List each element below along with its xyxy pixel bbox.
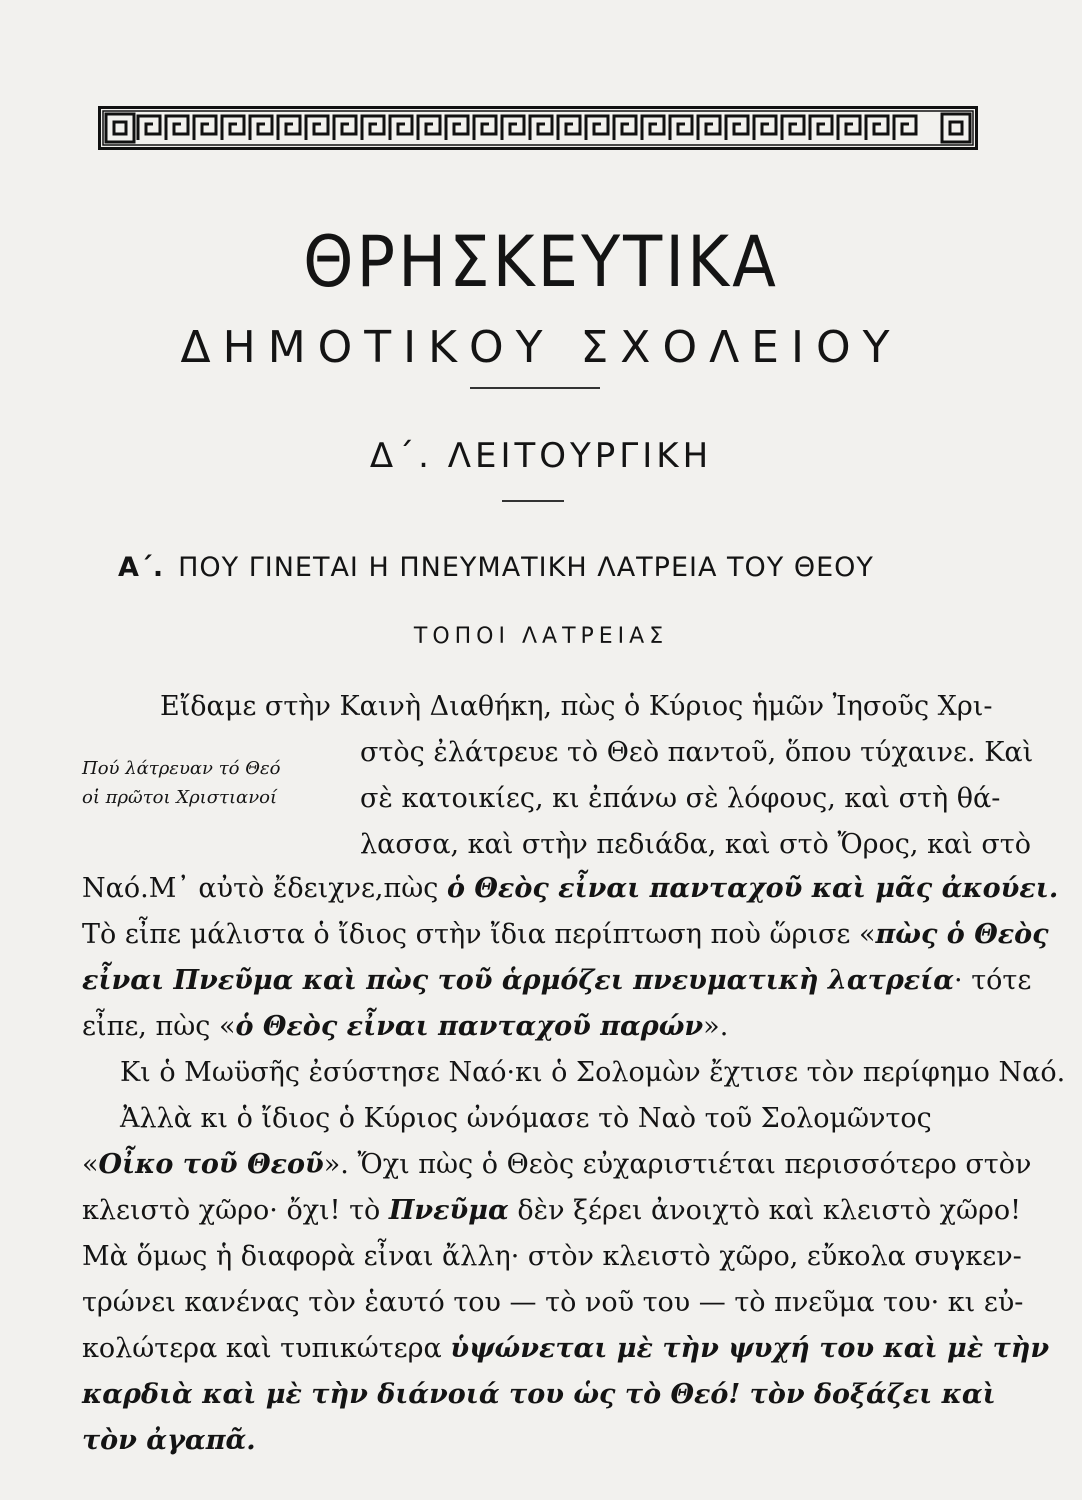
book-title: ΘΡΗΣΚΕΥΤΙΚΑ <box>303 222 779 304</box>
body-emphasis: ὁ Θεὸς εἶναι πανταχοῦ παρών <box>235 1011 704 1042</box>
book-subtitle: ΔΗΜΟΤΙΚΟΥ ΣΧΟΛΕΙΟΥ <box>180 322 902 373</box>
body-text: ». <box>703 1011 729 1042</box>
body-text: δὲν ξέρει ἀνοιχτὸ καὶ κλειστὸ χῶρο! <box>508 1195 1022 1226</box>
section-heading: Δ΄. ΛΕΙΤΟΥΡΓΙΚΗ <box>369 436 713 476</box>
chapter-title: ΠΟΥ ΓΙΝΕΤΑΙ Η ΠΝΕΥΜΑΤΙΚΗ ΛΑΤΡΕΙΑ ΤΟΥ ΘΕΟΥ <box>178 552 874 583</box>
margin-note-line: Πού λάτρευαν τό Θεό <box>82 758 281 779</box>
margin-note-line: οἱ πρῶτοι Χριστιανοί <box>82 787 278 808</box>
body-emphasis: εἶναι Πνεῦμα καὶ πὼς τοῦ ἁρμόζει πνευματικὴ λατρεία <box>82 965 955 996</box>
body-text: κολώτερα καὶ τυπικώτερα <box>82 1333 451 1364</box>
body-emphasis: ὁ Θεὸς εἶναι πανταχοῦ καὶ μᾶς ἀκούει. <box>446 873 1059 904</box>
body-line <box>82 1332 1049 1366</box>
margin-note <box>82 754 342 812</box>
body-text: ». Ὄχι πὼς ὁ Θεὸς εὐχαριστιέται περισσότερο στὸν <box>323 1149 1032 1180</box>
body-line <box>82 1010 728 1044</box>
body-text: « <box>82 1149 99 1180</box>
body-text: · τότε <box>954 965 1032 996</box>
body-line: στὸς ἐλάτρευε τὸ Θεὸ παντοῦ, ὅπου τύχαινε. Καὶ <box>360 737 1034 768</box>
title-divider <box>470 387 600 389</box>
body-line <box>82 1148 1031 1182</box>
body-line: λασσα, καὶ στὴν πεδιάδα, καὶ στὸ Ὄρος, καὶ στὸ <box>360 829 1031 860</box>
body-line: Εἴδαμε στὴν Καινὴ Διαθήκη, πὼς ὁ Κύριος ἡμῶν Ἰησοῦς Χρι- <box>160 691 993 722</box>
body-line: καρδιὰ καὶ μὲ τὴν διάνοιά του ὡς τὸ Θεό! τὸν δοξάζει καὶ <box>82 1379 996 1410</box>
body-emphasis: ὑψώνεται μὲ τὴν ψυχή του καὶ μὲ τὴν <box>450 1333 1050 1364</box>
body-emphasis: Οἶκο τοῦ Θεοῦ <box>98 1149 324 1180</box>
body-line: τὸν ἀγαπᾶ. <box>82 1425 256 1456</box>
section-divider <box>502 500 564 502</box>
body-text: κλειστὸ χῶρο· ὄχι! τὸ <box>82 1195 389 1226</box>
topics-heading: ΤΟΠΟΙ ΛΑΤΡΕΙΑΣ <box>413 624 669 649</box>
body-line: Κι ὁ Μωϋσῆς ἐσύστησε Ναό·κι ὁ Σολομὼν ἔχτισε τὸν περίφημο Ναό. <box>120 1057 1066 1088</box>
chapter-number: Α΄. <box>118 552 165 583</box>
body-line <box>82 964 1031 998</box>
body-line: Μὰ ὅμως ἡ διαφορὰ εἶναι ἄλλη· στὸν κλειστὸ χῶρο, εὔκολα συγκεν- <box>82 1241 1022 1272</box>
body-emphasis: Πνεῦμα <box>388 1195 509 1226</box>
body-text: Τὸ εἶπε μάλιστα ὁ ἴδιος στὴν ἴδια περίπτωση ποὺ ὥρισε « <box>82 919 876 950</box>
body-line <box>82 918 1049 952</box>
body-emphasis: πὼς ὁ Θεὸς <box>875 919 1049 950</box>
meander-border-icon <box>98 106 978 150</box>
body-line <box>82 1194 1021 1228</box>
body-line: τρώνει κανένας τὸν ἑαυτό του — τὸ νοῦ του — τὸ πνεῦμα του· κι εὐ- <box>82 1287 1024 1318</box>
body-line <box>82 872 1058 906</box>
body-text: εἶπε, πὼς « <box>82 1011 236 1042</box>
body-line: σὲ κατοικίες, κι ἐπάνω σὲ λόφους, καὶ στὴ θά- <box>360 783 1001 814</box>
body-text: Ναό.Μ᾽ αὐτὸ ἔδειχνε,πὼς <box>82 873 447 904</box>
chapter-heading <box>118 552 998 583</box>
greek-key-ornament <box>98 106 978 150</box>
body-line: Ἀλλὰ κι ὁ ἴδιος ὁ Κύριος ὠνόμασε τὸ Ναὸ τοῦ Σολομῶντος <box>120 1103 932 1134</box>
